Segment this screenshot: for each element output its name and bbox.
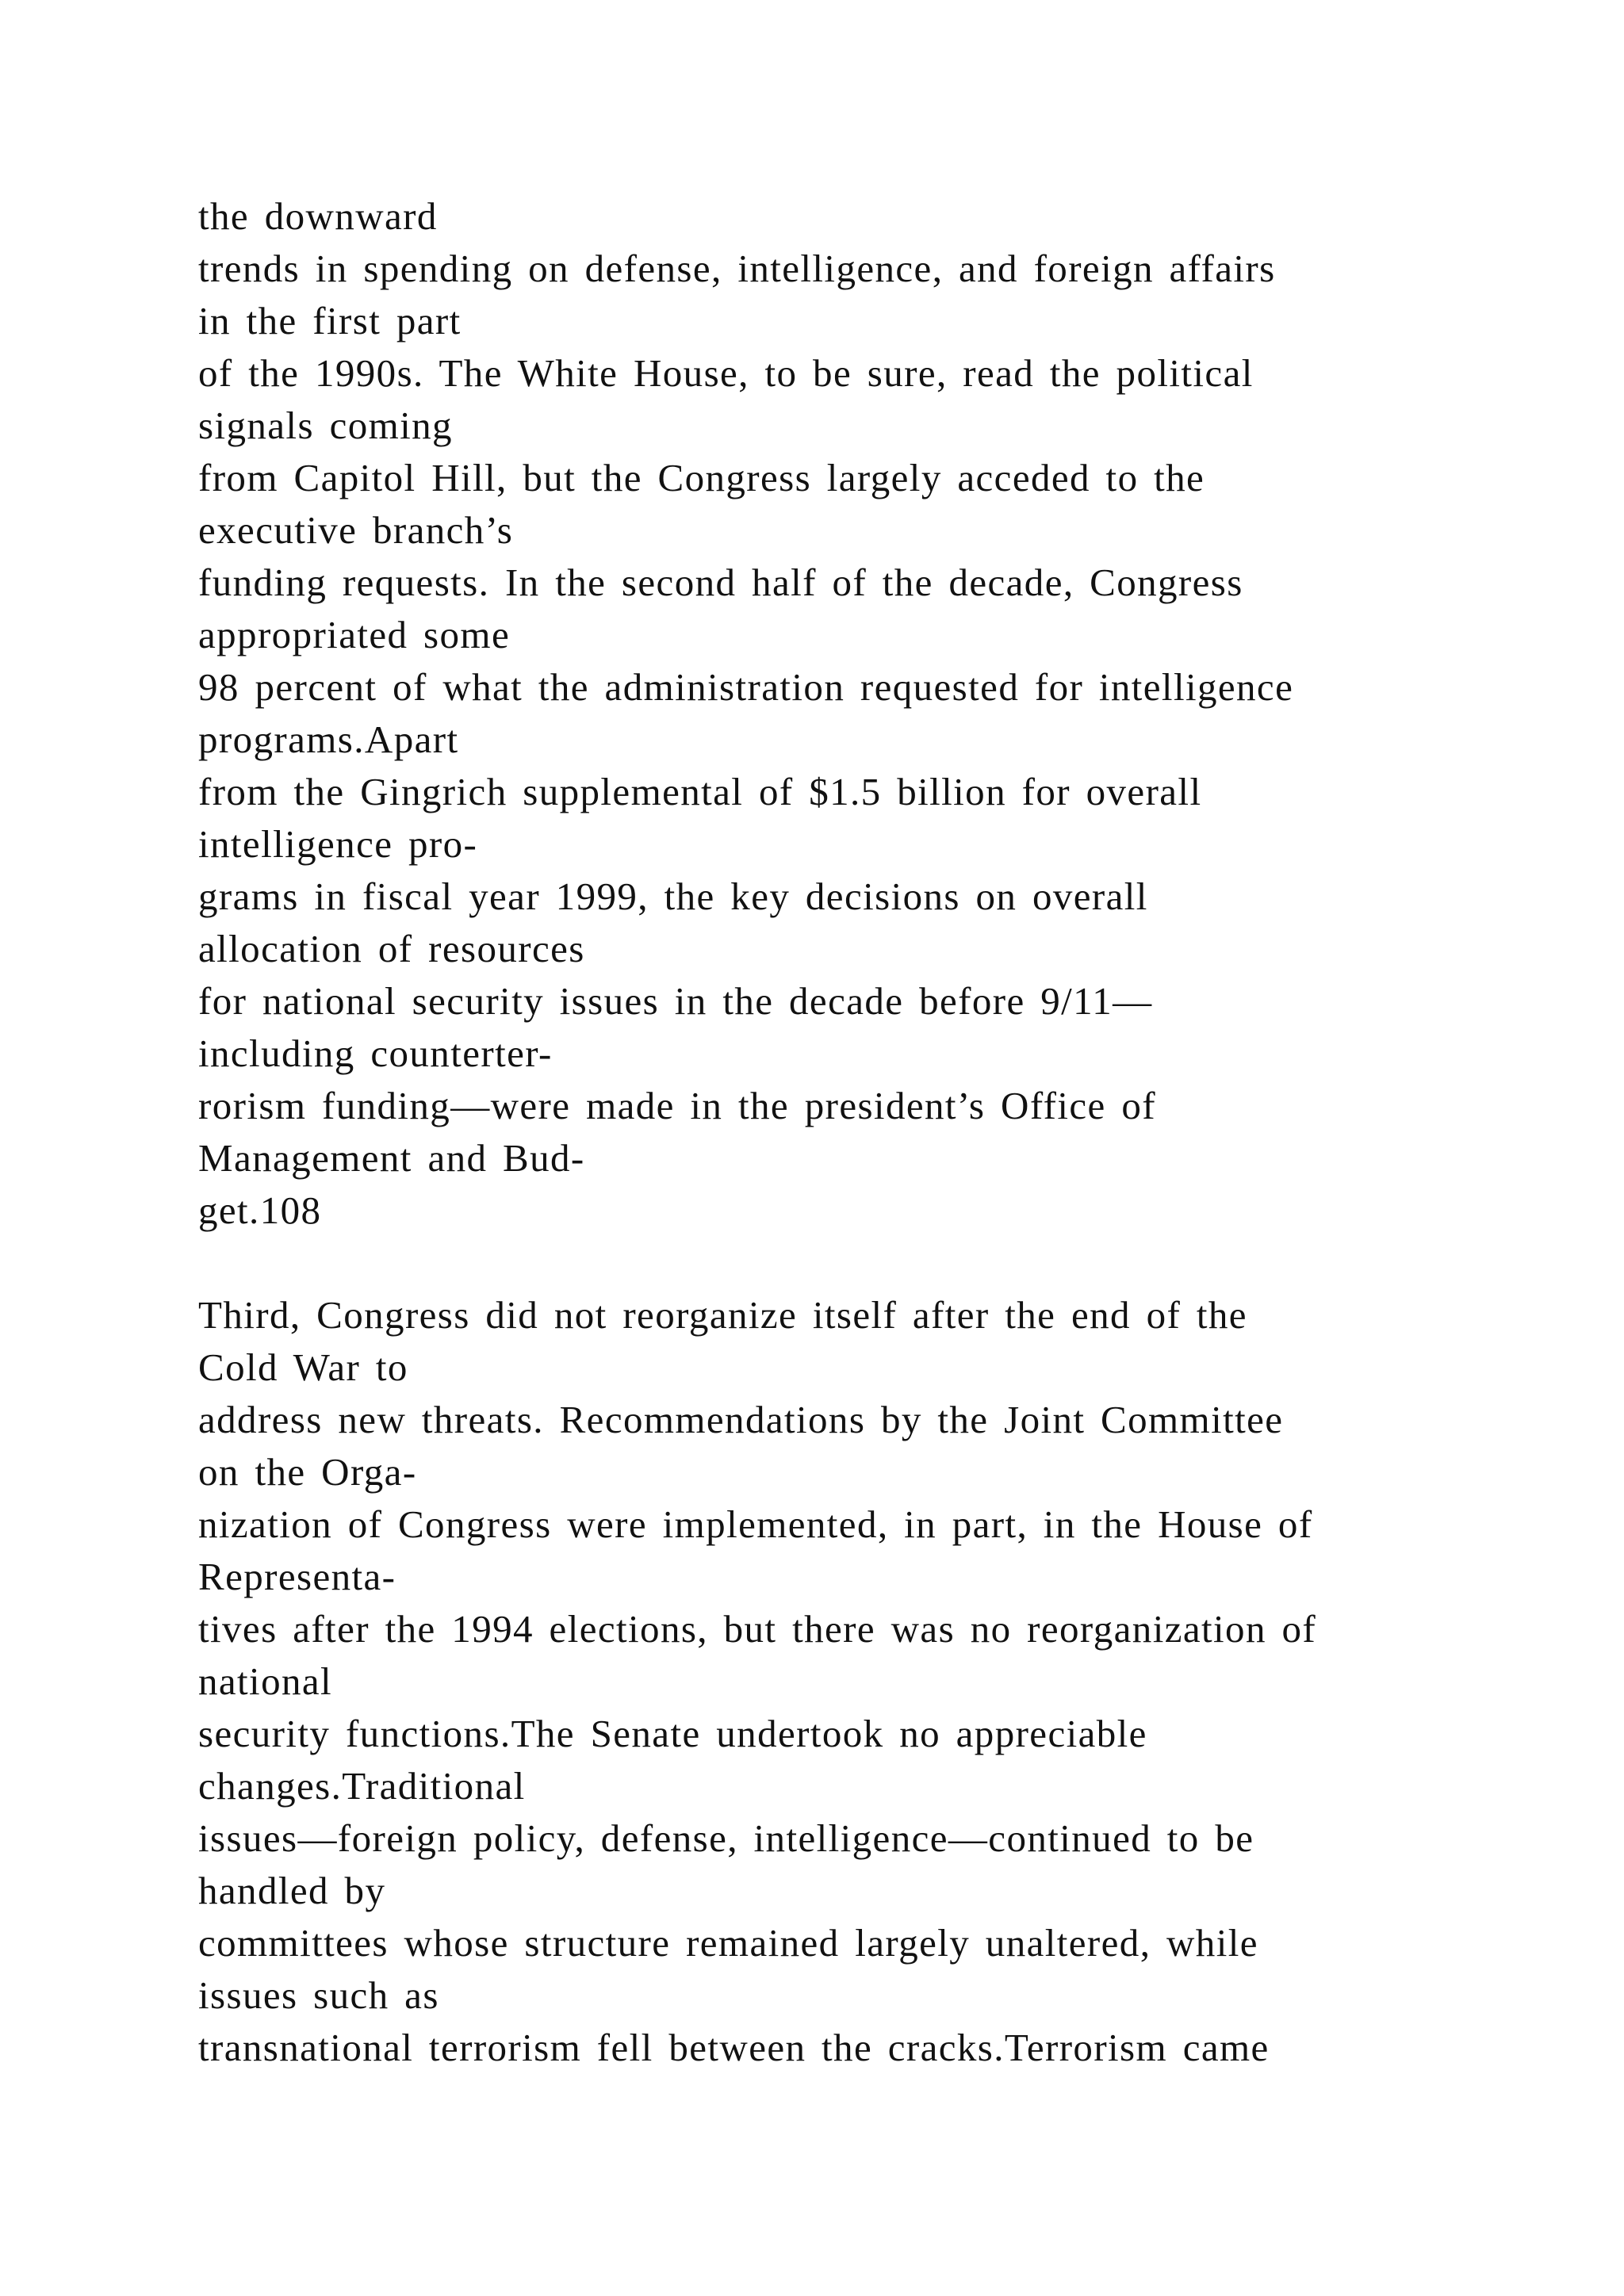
text-line: transnational terrorism fell between the cracks.Terrorism came [198,2026,1270,2069]
paragraph [198,190,1546,1237]
text-line: get.108 [198,1188,322,1232]
text-line: the downward [198,194,438,238]
text-line: Third, Congress did not reorganize itself after the end of the [198,1293,1247,1337]
text-line: on the Orga- [198,1450,417,1494]
text-line: Cold War to [198,1345,408,1389]
text-line: allocation of resources [198,927,585,970]
text-line: from the Gingrich supplemental of $1.5 billion for overall [198,770,1202,813]
body-text [198,190,1546,2074]
text-line: intelligence pro- [198,822,478,866]
text-line: Representa- [198,1555,396,1598]
text-line: appropriated some [198,613,511,656]
text-line: security functions.The Senate undertook no appreciable [198,1712,1147,1755]
text-line: issues—foreign policy, defense, intelligence—continued to be [198,1816,1254,1860]
text-line: rorism funding—were made in the president’s Office of [198,1084,1156,1127]
text-line: funding requests. In the second half of the decade, Congress [198,561,1243,604]
text-line: issues such as [198,1973,439,2017]
text-line: executive branch’s [198,508,514,552]
text-line: grams in fiscal year 1999, the key decisions on overall [198,874,1148,918]
text-line: address new threats. Recommendations by the Joint Committee [198,1398,1284,1441]
text-line: programs.Apart [198,718,459,761]
text-line: tives after the 1994 elections, but there was no reorganization of [198,1607,1317,1651]
text-line: for national security issues in the decade before 9/11— [198,979,1153,1023]
text-line: changes.Traditional [198,1764,526,1808]
text-line: 98 percent of what the administration requested for intelligence [198,665,1294,709]
paragraph-gap [198,1237,1546,1289]
text-line: trends in spending on defense, intelligence, and foreign affairs [198,247,1276,290]
text-line: including counterter- [198,1031,553,1075]
text-line: national [198,1659,333,1703]
text-line: of the 1990s. The White House, to be sure, read the political [198,351,1254,395]
text-line: signals coming [198,404,453,447]
text-line: nization of Congress were implemented, in part, in the House of [198,1502,1313,1546]
text-line: committees whose structure remained largely unaltered, while [198,1921,1258,1965]
paragraph [198,1289,1546,2074]
text-line: in the first part [198,299,462,342]
text-line: Management and Bud- [198,1136,585,1180]
text-line: from Capitol Hill, but the Congress largely acceded to the [198,456,1205,499]
text-line: handled by [198,1869,386,1912]
